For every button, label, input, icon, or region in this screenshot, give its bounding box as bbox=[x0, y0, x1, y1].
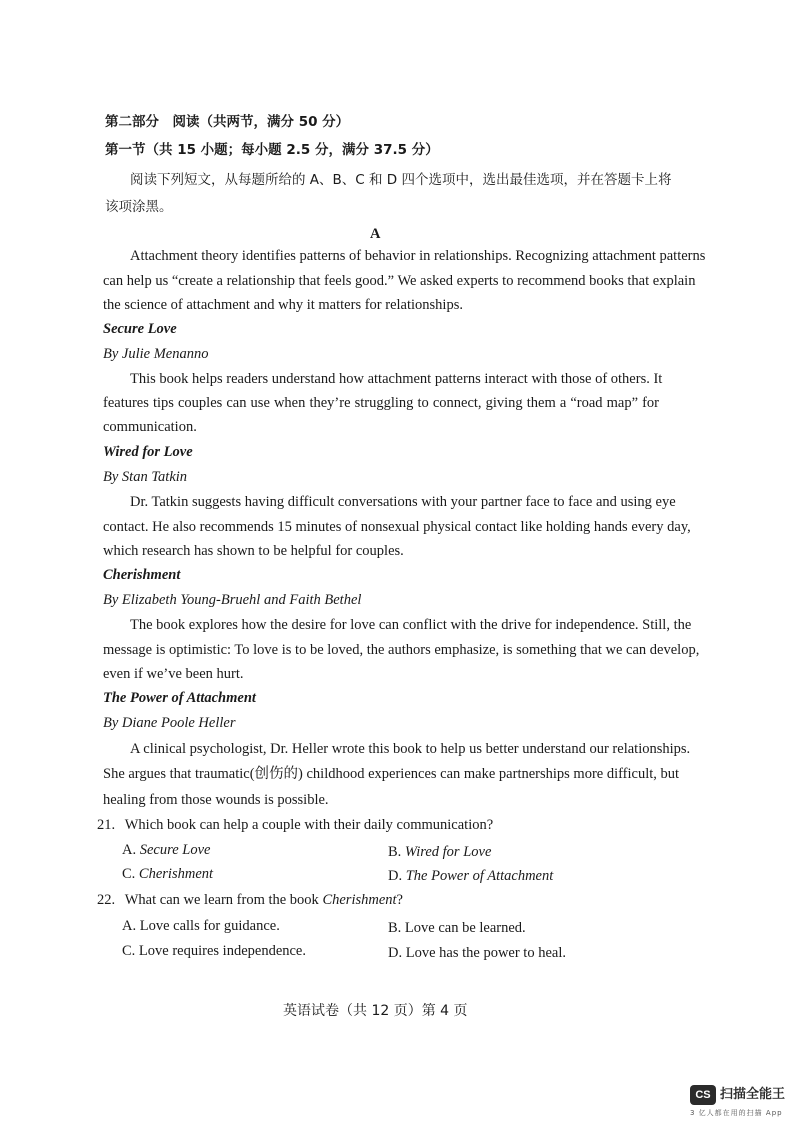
book-1-line-3: communication. bbox=[103, 419, 197, 435]
option-text: The Power of Attachment bbox=[405, 868, 554, 884]
instruction-line-2: 该项涂黑。 bbox=[105, 199, 173, 215]
option-text: Wired for Love bbox=[404, 844, 492, 860]
book-author-menanno: By Julie Menanno bbox=[103, 346, 209, 362]
q22-option-d[interactable] bbox=[388, 943, 566, 963]
book-author-tatkin: By Stan Tatkin bbox=[103, 469, 188, 485]
option-letter: A. bbox=[122, 918, 137, 934]
q21-option-c[interactable] bbox=[122, 864, 213, 884]
question-mark: ? bbox=[396, 892, 403, 908]
q21-option-b[interactable] bbox=[388, 842, 491, 862]
book-4-line-2: She argues that traumatic(创伤的) childhood experiences can make partnerships more difficult, but bbox=[103, 766, 680, 782]
question-21 bbox=[97, 815, 493, 835]
option-letter: D. bbox=[388, 945, 403, 961]
q21-option-d[interactable] bbox=[388, 866, 553, 886]
q22-option-b[interactable] bbox=[388, 918, 526, 938]
camscanner-logo-icon: CS bbox=[690, 1085, 716, 1105]
question-number: 21. bbox=[97, 817, 116, 833]
book-1-line-2: features tips couples can use when they’re struggling to connect, giving them a “road map” for bbox=[103, 395, 659, 411]
book-2-line-3: which research has shown to be helpful for couples. bbox=[103, 543, 404, 559]
option-letter: D. bbox=[388, 868, 403, 884]
camscanner-app-name: 扫描全能王 bbox=[720, 1087, 786, 1102]
book-title-power-of-attachment: The Power of Attachment bbox=[103, 690, 256, 706]
option-letter: B. bbox=[388, 920, 402, 936]
option-text: Love calls for guidance. bbox=[139, 918, 280, 934]
book-4-line-3: healing from those wounds is possible. bbox=[103, 792, 329, 808]
intro-line-2: can help us “create a relationship that feels good.” We asked experts to recommend books that explain bbox=[103, 273, 696, 289]
option-text: Secure Love bbox=[139, 842, 211, 858]
book-title-cherishment: Cherishment bbox=[103, 567, 181, 583]
question-number: 22. bbox=[97, 892, 116, 908]
option-text: Love can be learned. bbox=[404, 920, 526, 936]
intro-line-1: Attachment theory identifies patterns of behavior in relationships. Recognizing attachment patterns bbox=[130, 248, 706, 264]
question-text: Which book can help a couple with their daily communication? bbox=[124, 817, 494, 833]
q21-option-a[interactable] bbox=[122, 840, 210, 860]
book-2-line-1: Dr. Tatkin suggests having difficult conversations with your partner face to face and using eye bbox=[130, 494, 676, 510]
book-author-heller: By Diane Poole Heller bbox=[103, 715, 236, 731]
q22-option-c[interactable] bbox=[122, 941, 306, 961]
intro-line-3: the science of attachment and why it matters for relationships. bbox=[103, 297, 463, 313]
option-letter: A. bbox=[122, 842, 137, 858]
book-3-line-3: even if we’ve been hurt. bbox=[103, 666, 244, 682]
book-1-line-1: This book helps readers understand how attachment patterns interact with those of others. It bbox=[130, 371, 663, 387]
question-book-title: Cherishment bbox=[322, 892, 397, 908]
q22-option-a[interactable] bbox=[122, 916, 280, 936]
book-3-line-2: message is optimistic: To love is to be loved, the authors emphasize, is something that we can develop, bbox=[103, 642, 700, 658]
option-letter: B. bbox=[388, 844, 402, 860]
camscanner-tagline: 3 亿人都在用的扫描 App bbox=[690, 1109, 783, 1117]
book-author-young-bruehl-bethel: By Elizabeth Young-Bruehl and Faith Bethel bbox=[103, 592, 362, 608]
book-3-line-1: The book explores how the desire for love can conflict with the drive for independence. Still, the bbox=[130, 617, 692, 633]
option-letter: C. bbox=[122, 866, 136, 882]
option-letter: C. bbox=[122, 943, 136, 959]
instruction-line-1: 阅读下列短文，从每题所给的 A、B、C 和 D 四个选项中，选出最佳选项，并在答题卡上将 bbox=[130, 172, 672, 188]
part-title: 第二部分 阅读（共两节，满分 50 分） bbox=[105, 114, 350, 130]
book-title-secure-love: Secure Love bbox=[103, 321, 177, 337]
option-text: Love requires independence. bbox=[138, 943, 306, 959]
question-text: What can we learn from the book bbox=[124, 892, 323, 908]
option-text: Cherishment bbox=[138, 866, 214, 882]
page-footer: 英语试卷（共 12 页）第 4 页 bbox=[283, 1003, 468, 1019]
book-4-line-1: A clinical psychologist, Dr. Heller wrote this book to help us better understand our relationships. bbox=[130, 741, 691, 757]
option-text: Love has the power to heal. bbox=[405, 945, 566, 961]
passage-label: A bbox=[370, 226, 381, 242]
section-title: 第一节（共 15 小题；每小题 2.5 分，满分 37.5 分） bbox=[105, 142, 439, 158]
question-22 bbox=[97, 890, 403, 910]
book-title-wired-for-love: Wired for Love bbox=[103, 444, 193, 460]
book-2-line-2: contact. He also recommends 15 minutes of nonsexual physical contact like holding hands every day, bbox=[103, 519, 691, 535]
